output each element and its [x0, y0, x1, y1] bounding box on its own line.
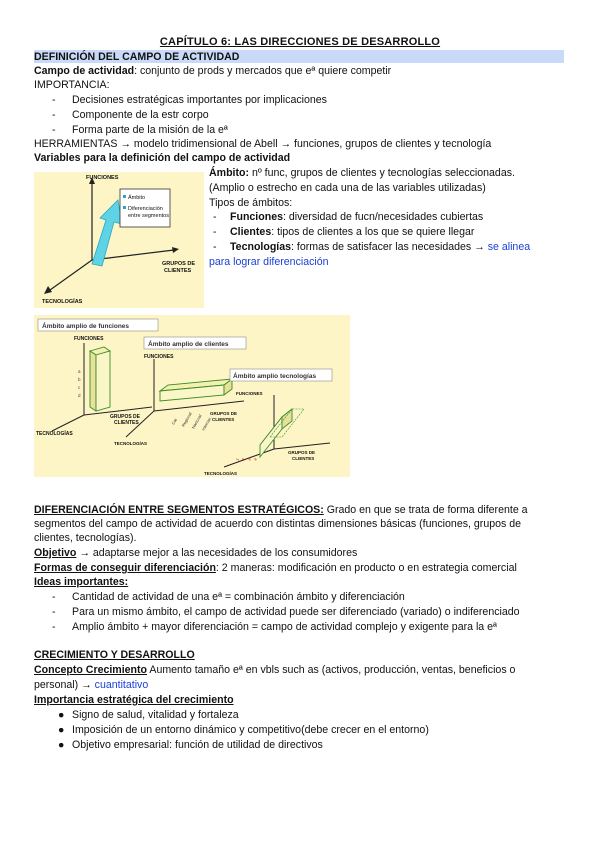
- dash-icon: -: [52, 621, 56, 633]
- label-ambito-funciones: Ámbito amplio de funciones: [42, 323, 130, 330]
- axis-label-clientes: CLIENTES: [292, 456, 315, 461]
- axis-label-grupos: GRUPOS DE: [162, 261, 196, 267]
- dash-icon: -: [213, 211, 217, 223]
- axis-line: [154, 401, 244, 411]
- herramientas-line: HERRAMIENTAS → modelo tridimensional de Abell → funciones, grupos de clientes y tecnología: [34, 138, 492, 150]
- diferenciacion-heading-line: DIFERENCIACIÓN ENTRE SEGMENTOS ESTRATÉGICOS: Grado en que se trata de forma diferente a: [34, 504, 528, 516]
- dash-icon: -: [52, 94, 56, 106]
- axis-label-clientes: CLIENTES: [212, 417, 235, 422]
- variables-heading: Variables para la definición del campo de actividad: [34, 152, 291, 164]
- dash-icon: -: [52, 109, 56, 121]
- axis-label-grupos: GRUPOS DE: [210, 411, 238, 416]
- axis-label-funciones: FUNCIONES: [236, 391, 263, 396]
- bullet-icon: ●: [58, 724, 65, 736]
- concepto-line-2: personal) → cuantitativo: [34, 679, 149, 691]
- tipo-tecnologias: Tecnologías: formas de satisfacer las necesidades → se alinea: [230, 241, 531, 253]
- axis-label-funciones: FUNCIONES: [144, 354, 174, 360]
- box-front: [96, 351, 110, 411]
- axis-label-tecnologias: TECNOLOGÍAS: [36, 431, 73, 437]
- tick-label: 1: [234, 457, 240, 462]
- axis-label-tecnologias: TECNOLOGÍAS: [42, 299, 83, 305]
- formas-line: Formas de conseguir diferenciación: 2 maneras: modificación en producto o en estrategia comercial: [34, 562, 517, 574]
- tick-label: 2: [240, 457, 246, 462]
- axis-label-clientes: CLIENTES: [114, 420, 139, 426]
- ambito-types-figure: [34, 315, 350, 477]
- dash-icon: -: [213, 226, 217, 238]
- abell-model-figure: [34, 172, 204, 308]
- bullet-icon: ●: [58, 739, 65, 751]
- axis-line: [52, 415, 84, 431]
- importancia-label: IMPORTANCIA:: [34, 79, 110, 91]
- axis-line: [274, 443, 330, 449]
- importancia-heading: Importancia estratégica del crecimiento: [34, 694, 234, 706]
- ambito-note: (Amplio o estrecho en cada una de las variables utilizadas): [209, 182, 486, 194]
- legend-marker-icon: [123, 206, 126, 209]
- tick-label: d: [78, 393, 81, 398]
- axis-label-tecnologias: TECNOLOGÍAS: [114, 441, 148, 446]
- ambito-definition: Ámbito: nº func, grupos de clientes y tecnologías seleccionadas.: [209, 167, 515, 179]
- list-item: Cantidad de actividad de una eª = combinación ámbito y diferenciación: [72, 591, 405, 603]
- arrow-right-icon: [172, 247, 179, 253]
- axis-label-clientes: CLIENTES: [164, 268, 192, 274]
- tick-label: c: [78, 385, 81, 390]
- tick-label: a: [78, 369, 81, 374]
- label-ambito-clientes: Ámbito amplio de clientes: [148, 341, 229, 348]
- list-item: Amplio ámbito + mayor diferenciación = campo de actividad complejo y exigente para la eª: [72, 621, 497, 633]
- dash-icon: -: [52, 124, 56, 136]
- crecimiento-heading: CRECIMIENTO Y DESARROLLO: [34, 649, 195, 661]
- diferenciacion-line-3: clientes, tecnologías).: [34, 532, 137, 544]
- legend-ambito: Ámbito: [128, 195, 146, 201]
- legend-marker-icon: [123, 195, 126, 198]
- axis-label-tecnologias: TECNOLOGÍAS: [204, 471, 238, 476]
- axis-label-funciones: FUNCIONES: [86, 175, 119, 181]
- tick-label: Nacional: [190, 413, 203, 430]
- list-item: Forma parte de la misión de la eª: [72, 124, 228, 136]
- concepto-line: Concepto Crecimiento Aumento tamaño eª en vbls such as (activos, producción, ventas, beneficios o: [34, 664, 516, 676]
- tick-label: 4: [252, 457, 258, 462]
- section-heading-campo: DEFINICIÓN DEL CAMPO DE ACTIVIDAD: [34, 51, 240, 63]
- dash-icon: -: [52, 606, 56, 618]
- tipos-label: Tipos de ámbitos:: [209, 197, 293, 209]
- campo-definition: Campo de actividad: conjunto de prods y mercados que eª quiere competir: [34, 65, 392, 77]
- cyan-arrow-icon: [92, 200, 122, 266]
- axis-tech-line: [50, 260, 92, 290]
- list-item: Objetivo empresarial: función de utilidad de directivos: [72, 739, 323, 751]
- axis-label-funciones: FUNCIONES: [74, 336, 104, 342]
- legend-entre-segmentos: entre segmentos: [128, 213, 169, 219]
- tipo-clientes: Clientes: tipos de clientes a los que se quiere llegar: [230, 226, 475, 238]
- bullet-icon: ●: [58, 709, 65, 721]
- label-ambito-tecnologias: Ámbito amplio tecnologías: [233, 373, 317, 380]
- tick-label: Cat: [170, 417, 178, 426]
- list-item: Signo de salud, vitalidad y fortaleza: [72, 709, 239, 721]
- tick-label: Regional: [180, 411, 193, 428]
- tipo-funciones: Funciones: diversidad de fucn/necesidades cubiertas: [230, 211, 484, 223]
- legend-diferenciacion: Diferenciación: [128, 206, 163, 212]
- blue-continuation: para lograr diferenciación: [209, 256, 329, 268]
- list-item: Para un mismo ámbito, el campo de actividad puede ser diferenciado (variado) o indiferenciado: [72, 606, 520, 618]
- axis-label-grupos: GRUPOS DE: [288, 450, 316, 455]
- box-side: [90, 351, 96, 411]
- list-item: Decisiones estratégicas importantes por implicaciones: [72, 94, 327, 106]
- list-item: Imposición de un entorno dinámico y competitivo(debe crecer en el entorno): [72, 724, 429, 736]
- tick-label: 3: [246, 457, 252, 462]
- page-title: CAPÍTULO 6: LAS DIRECCIONES DE DESARROLLO: [159, 36, 441, 48]
- dash-icon: -: [52, 591, 56, 603]
- dash-icon: -: [213, 241, 217, 253]
- ideas-heading: Ideas importantes:: [34, 576, 129, 588]
- tick-label: b: [78, 377, 81, 382]
- diferenciacion-line-2: segmentos del campo de actividad de acuerdo con distintas dimensiones básicas (funciones, grupos de: [34, 518, 522, 530]
- objetivo-line: Objetivo → adaptarse mejor a las necesidades de los consumidores: [34, 547, 358, 559]
- axis-label-grupos: GRUPOS DE: [110, 414, 141, 420]
- list-item: Componente de la estr corpo: [72, 109, 209, 121]
- tick-label: Internac.: [200, 415, 213, 432]
